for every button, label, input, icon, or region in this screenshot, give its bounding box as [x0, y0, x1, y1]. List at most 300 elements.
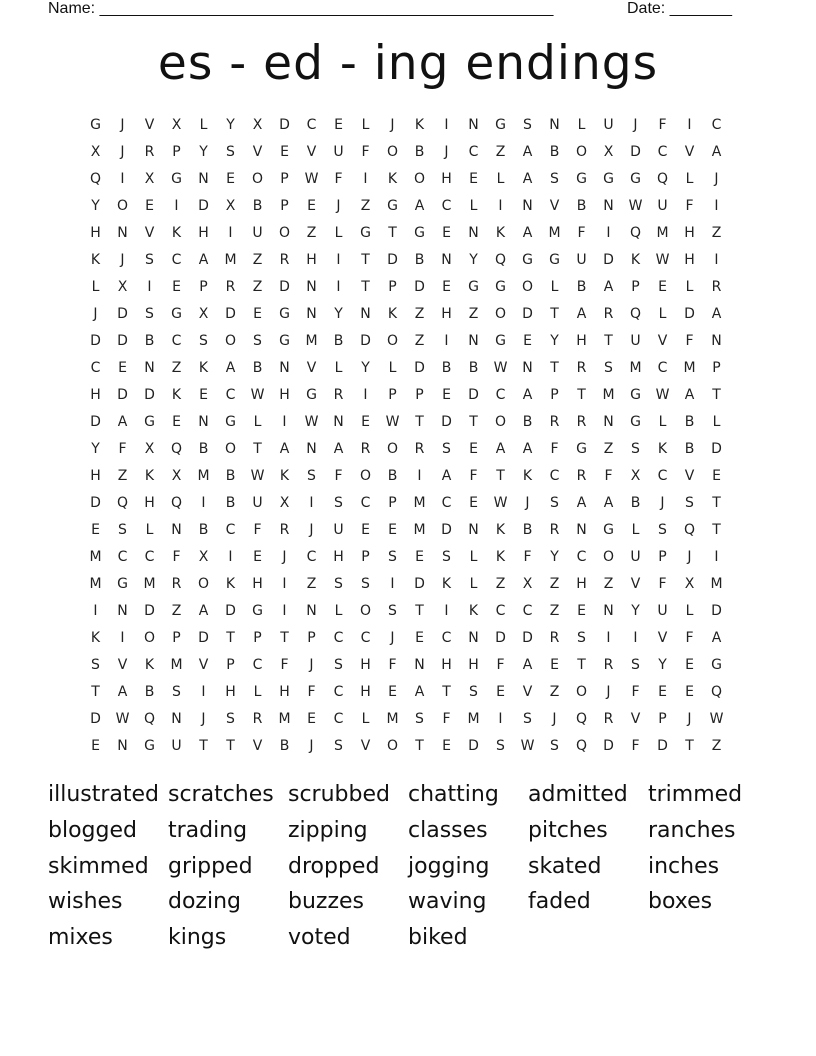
- grid-letter: J: [309, 656, 314, 673]
- grid-letter: D: [387, 251, 398, 268]
- grid-letter: F: [496, 656, 505, 673]
- grid-letter: F: [334, 467, 343, 484]
- grid-letter: P: [550, 386, 559, 403]
- grid-letter: F: [631, 737, 640, 754]
- grid-letter: R: [549, 521, 560, 538]
- grid-letter: V: [522, 683, 533, 700]
- grid-letter: I: [174, 197, 179, 214]
- grid-letter: R: [360, 440, 371, 457]
- grid-letter: F: [334, 170, 343, 187]
- grid-letter: L: [577, 116, 586, 133]
- grid-letter: N: [603, 602, 614, 619]
- grid-letter: R: [576, 413, 587, 430]
- grid-letter: I: [498, 710, 503, 727]
- grid-letter: C: [333, 683, 344, 700]
- word-bank-item: boxes: [648, 889, 713, 915]
- grid-letter: Y: [469, 251, 478, 268]
- grid-letter: F: [604, 467, 613, 484]
- grid-letter: M: [89, 548, 102, 565]
- grid-letter: K: [495, 548, 506, 565]
- grid-letter: S: [388, 602, 397, 619]
- word-bank-item: inches: [648, 853, 720, 879]
- grid-letter: N: [333, 413, 344, 430]
- grid-letter: K: [90, 251, 101, 268]
- grid-letter: V: [360, 737, 371, 754]
- grid-letter: G: [603, 521, 614, 538]
- grid-letter: G: [117, 575, 128, 592]
- grid-letter: A: [684, 386, 695, 403]
- grid-letter: L: [334, 224, 343, 241]
- grid-letter: N: [279, 359, 290, 376]
- word-bank-item: illustrated: [48, 782, 160, 807]
- grid-letter: N: [306, 440, 317, 457]
- grid-letter: O: [224, 440, 237, 457]
- grid-letter: E: [496, 683, 505, 700]
- grid-letter: D: [468, 737, 479, 754]
- grid-letter: H: [225, 683, 236, 700]
- grid-letter: S: [658, 521, 667, 538]
- grid-letter: W: [304, 413, 319, 430]
- grid-letter: F: [280, 656, 289, 673]
- grid-letter: W: [493, 494, 508, 511]
- grid-letter: D: [90, 494, 101, 511]
- grid-letter: K: [90, 629, 101, 646]
- grid-letter: E: [712, 467, 721, 484]
- grid-letter: D: [441, 413, 452, 430]
- grid-letter: H: [468, 656, 479, 673]
- grid-letter: Z: [603, 440, 614, 457]
- grid-letter: E: [91, 521, 100, 538]
- grid-letter: P: [388, 278, 397, 295]
- grid-letter: Y: [91, 440, 100, 457]
- grid-letter: B: [144, 332, 155, 349]
- grid-letter: F: [253, 521, 262, 538]
- grid-letter: H: [441, 305, 452, 322]
- grid-letter: Y: [550, 548, 559, 565]
- grid-letter: S: [334, 575, 343, 592]
- grid-letter: N: [117, 224, 128, 241]
- grid-letter: I: [120, 629, 125, 646]
- grid-letter: A: [711, 305, 722, 322]
- grid-letter: W: [655, 386, 670, 403]
- grid-letter: A: [117, 413, 128, 430]
- grid-letter: B: [549, 143, 560, 160]
- grid-letter: G: [576, 170, 587, 187]
- word-bank-item: mixes: [48, 925, 113, 950]
- grid-letter: D: [90, 710, 101, 727]
- grid-letter: X: [171, 467, 182, 484]
- grid-letter: F: [685, 197, 694, 214]
- grid-letter: B: [522, 413, 533, 430]
- grid-letter: B: [468, 359, 479, 376]
- grid-letter: K: [630, 251, 641, 268]
- grid-letter: X: [171, 116, 182, 133]
- grid-letter: D: [144, 602, 155, 619]
- grid-letter: N: [711, 332, 722, 349]
- grid-letter: T: [361, 278, 370, 295]
- grid-letter: D: [495, 629, 506, 646]
- grid-letter: X: [90, 143, 101, 160]
- grid-letter: S: [469, 683, 478, 700]
- grid-letter: E: [145, 197, 154, 214]
- grid-letter: N: [144, 359, 155, 376]
- grid-letter: N: [468, 224, 479, 241]
- grid-letter: T: [199, 737, 208, 754]
- page-title: es - ed - ing endings: [157, 36, 659, 91]
- grid-letter: A: [495, 440, 506, 457]
- grid-letter: F: [685, 332, 694, 349]
- grid-letter: P: [388, 386, 397, 403]
- grid-letter: X: [117, 278, 128, 295]
- grid-letter: E: [253, 305, 262, 322]
- grid-letter: R: [225, 278, 236, 295]
- grid-letter: I: [120, 170, 125, 187]
- grid-letter: G: [522, 251, 533, 268]
- grid-letter: S: [145, 305, 154, 322]
- grid-letter: H: [360, 683, 371, 700]
- grid-letter: H: [90, 386, 101, 403]
- grid-letter: C: [333, 710, 344, 727]
- grid-letter: H: [279, 683, 290, 700]
- grid-letter: I: [201, 683, 206, 700]
- grid-letter: E: [361, 413, 370, 430]
- grid-letter: P: [388, 494, 397, 511]
- grid-letter: K: [657, 440, 668, 457]
- grid-letter: N: [468, 116, 479, 133]
- grid-letter: J: [606, 683, 611, 700]
- grid-letter: E: [685, 683, 694, 700]
- grid-letter: Z: [711, 224, 722, 241]
- grid-letter: S: [334, 737, 343, 754]
- grid-letter: A: [198, 251, 209, 268]
- grid-letter: W: [655, 251, 670, 268]
- grid-letter: T: [226, 629, 235, 646]
- grid-letter: F: [118, 440, 127, 457]
- grid-letter: G: [225, 413, 236, 430]
- grid-letter: V: [306, 143, 317, 160]
- grid-letter: G: [630, 170, 641, 187]
- grid-letter: I: [714, 197, 719, 214]
- grid-letter: E: [388, 521, 397, 538]
- grid-letter: J: [390, 629, 395, 646]
- grid-letter: T: [550, 359, 559, 376]
- grid-letter: E: [442, 386, 451, 403]
- letter-grid: [82, 111, 730, 759]
- grid-letter: S: [631, 656, 640, 673]
- grid-letter: D: [441, 521, 452, 538]
- grid-letter: O: [494, 305, 507, 322]
- grid-letter: E: [388, 683, 397, 700]
- grid-letter: B: [414, 251, 425, 268]
- grid-letter: Z: [252, 251, 263, 268]
- grid-letter: Q: [629, 305, 642, 322]
- grid-letter: L: [658, 305, 667, 322]
- grid-letter: Z: [711, 737, 722, 754]
- grid-letter: C: [657, 143, 668, 160]
- grid-letter: S: [523, 116, 532, 133]
- grid-letter: B: [630, 494, 641, 511]
- grid-letter: K: [225, 575, 236, 592]
- grid-letter: V: [252, 737, 263, 754]
- grid-letter: R: [144, 143, 155, 160]
- grid-letter: C: [360, 494, 371, 511]
- grid-letter: J: [201, 710, 206, 727]
- grid-letter: C: [225, 521, 236, 538]
- grid-letter: J: [282, 548, 287, 565]
- grid-letter: Z: [171, 359, 182, 376]
- grid-letter: X: [144, 170, 155, 187]
- grid-letter: O: [494, 413, 507, 430]
- grid-letter: C: [522, 602, 533, 619]
- grid-letter: O: [386, 143, 399, 160]
- grid-letter: O: [386, 440, 399, 457]
- grid-letter: I: [228, 548, 233, 565]
- grid-letter: Z: [549, 683, 560, 700]
- grid-letter: C: [306, 548, 317, 565]
- grid-letter: J: [336, 197, 341, 214]
- grid-letter: O: [359, 467, 372, 484]
- grid-letter: I: [93, 602, 98, 619]
- grid-letter: Z: [549, 575, 560, 592]
- grid-letter: A: [522, 386, 533, 403]
- grid-letter: I: [444, 602, 449, 619]
- grid-letter: A: [333, 440, 344, 457]
- grid-letter: P: [172, 629, 181, 646]
- grid-letter: I: [363, 386, 368, 403]
- grid-letter: J: [633, 116, 638, 133]
- grid-letter: G: [360, 224, 371, 241]
- grid-letter: M: [170, 656, 183, 673]
- grid-letter: G: [711, 656, 722, 673]
- grid-letter: B: [576, 197, 587, 214]
- grid-letter: R: [603, 656, 614, 673]
- word-bank-item: trading: [168, 817, 248, 843]
- grid-letter: Z: [306, 224, 317, 241]
- grid-letter: M: [386, 710, 399, 727]
- grid-letter: D: [225, 602, 236, 619]
- grid-letter: C: [657, 359, 668, 376]
- grid-letter: E: [118, 359, 127, 376]
- grid-letter: L: [496, 170, 505, 187]
- grid-letter: I: [687, 116, 692, 133]
- grid-letter: V: [306, 359, 317, 376]
- word-bank-item: chatting: [408, 782, 499, 807]
- grid-letter: X: [684, 575, 695, 592]
- grid-letter: J: [309, 521, 314, 538]
- grid-letter: A: [225, 359, 236, 376]
- grid-letter: H: [684, 224, 695, 241]
- grid-letter: T: [577, 386, 586, 403]
- grid-letter: D: [414, 575, 425, 592]
- grid-letter: O: [386, 332, 399, 349]
- grid-letter: I: [714, 251, 719, 268]
- grid-letter: Y: [226, 116, 235, 133]
- grid-letter: K: [198, 359, 209, 376]
- grid-letter: F: [307, 683, 316, 700]
- grid-letter: M: [548, 224, 561, 241]
- grid-letter: D: [117, 305, 128, 322]
- grid-letter: K: [468, 602, 479, 619]
- grid-letter: C: [144, 548, 155, 565]
- grid-letter: Z: [171, 602, 182, 619]
- grid-letter: P: [307, 629, 316, 646]
- grid-letter: Q: [170, 494, 183, 511]
- grid-letter: X: [225, 197, 236, 214]
- grid-letter: S: [415, 710, 424, 727]
- grid-letter: F: [442, 710, 451, 727]
- grid-letter: K: [522, 467, 533, 484]
- grid-letter: D: [603, 737, 614, 754]
- grid-letter: K: [495, 224, 506, 241]
- grid-letter: G: [171, 170, 182, 187]
- grid-letter: K: [144, 467, 155, 484]
- grid-letter: Y: [550, 332, 559, 349]
- grid-letter: A: [711, 629, 722, 646]
- grid-letter: A: [117, 683, 128, 700]
- grid-letter: N: [117, 602, 128, 619]
- date-line: Date: _______: [627, 0, 732, 17]
- grid-letter: J: [687, 710, 692, 727]
- grid-letter: F: [658, 575, 667, 592]
- grid-letter: C: [441, 494, 452, 511]
- grid-letter: H: [441, 656, 452, 673]
- grid-letter: K: [495, 521, 506, 538]
- word-bank-item: admitted: [528, 782, 628, 807]
- grid-letter: G: [630, 386, 641, 403]
- grid-letter: S: [442, 548, 451, 565]
- grid-letter: T: [496, 467, 505, 484]
- grid-letter: C: [657, 467, 668, 484]
- grid-letter: I: [606, 629, 611, 646]
- grid-letter: J: [120, 116, 125, 133]
- grid-letter: M: [278, 710, 291, 727]
- grid-letter: T: [442, 683, 451, 700]
- grid-letter: Z: [117, 467, 128, 484]
- grid-letter: S: [631, 440, 640, 457]
- grid-letter: W: [709, 710, 724, 727]
- grid-letter: U: [630, 332, 641, 349]
- grid-letter: H: [360, 656, 371, 673]
- grid-letter: R: [279, 251, 290, 268]
- grid-letter: D: [522, 305, 533, 322]
- grid-letter: H: [684, 251, 695, 268]
- grid-letter: R: [576, 359, 587, 376]
- grid-letter: W: [250, 467, 265, 484]
- grid-letter: S: [685, 494, 694, 511]
- grid-letter: I: [633, 629, 638, 646]
- grid-letter: I: [336, 251, 341, 268]
- word-bank-item: ranches: [648, 817, 736, 843]
- grid-letter: D: [414, 359, 425, 376]
- grid-letter: T: [91, 683, 100, 700]
- word-bank-item: pitches: [528, 817, 608, 843]
- grid-letter: T: [415, 413, 424, 430]
- grid-letter: I: [282, 602, 287, 619]
- grid-letter: A: [603, 278, 614, 295]
- grid-letter: E: [469, 440, 478, 457]
- grid-letter: L: [469, 197, 478, 214]
- grid-letter: K: [441, 575, 452, 592]
- grid-letter: G: [576, 440, 587, 457]
- grid-letter: L: [550, 278, 559, 295]
- grid-letter: Z: [360, 197, 371, 214]
- grid-letter: C: [468, 143, 479, 160]
- grid-letter: V: [198, 656, 209, 673]
- grid-letter: K: [387, 305, 398, 322]
- grid-letter: T: [550, 305, 559, 322]
- grid-letter: J: [552, 710, 557, 727]
- grid-letter: K: [144, 656, 155, 673]
- grid-letter: G: [387, 197, 398, 214]
- grid-letter: E: [172, 278, 181, 295]
- grid-letter: Y: [631, 602, 640, 619]
- grid-letter: Y: [361, 359, 370, 376]
- grid-letter: E: [577, 602, 586, 619]
- grid-letter: E: [253, 548, 262, 565]
- grid-letter: H: [441, 170, 452, 187]
- grid-letter: A: [576, 494, 587, 511]
- name-line: Name: ___________________________________________________: [48, 0, 554, 17]
- grid-letter: H: [90, 467, 101, 484]
- grid-letter: E: [442, 278, 451, 295]
- grid-letter: D: [117, 386, 128, 403]
- grid-letter: U: [333, 521, 344, 538]
- grid-letter: S: [550, 494, 559, 511]
- grid-letter: L: [91, 278, 100, 295]
- grid-letter: X: [522, 575, 533, 592]
- grid-letter: T: [361, 251, 370, 268]
- grid-letter: E: [361, 521, 370, 538]
- grid-letter: D: [414, 278, 425, 295]
- grid-letter: U: [657, 197, 668, 214]
- grid-letter: O: [116, 197, 129, 214]
- grid-letter: O: [575, 143, 588, 160]
- grid-letter: O: [359, 602, 372, 619]
- grid-letter: Q: [575, 737, 588, 754]
- word-bank-item: voted: [288, 925, 351, 950]
- grid-letter: A: [522, 170, 533, 187]
- grid-letter: W: [385, 413, 400, 430]
- grid-letter: W: [115, 710, 130, 727]
- grid-letter: D: [603, 251, 614, 268]
- grid-letter: T: [415, 602, 424, 619]
- grid-letter: L: [361, 116, 370, 133]
- grid-letter: N: [171, 521, 182, 538]
- grid-letter: Z: [495, 575, 506, 592]
- grid-letter: R: [279, 521, 290, 538]
- grid-letter: E: [334, 116, 343, 133]
- grid-letter: E: [307, 197, 316, 214]
- grid-letter: C: [711, 116, 722, 133]
- grid-letter: P: [712, 359, 721, 376]
- grid-letter: Z: [252, 278, 263, 295]
- grid-letter: C: [495, 602, 506, 619]
- grid-letter: A: [576, 305, 587, 322]
- grid-letter: N: [468, 629, 479, 646]
- grid-letter: B: [279, 737, 290, 754]
- grid-letter: I: [309, 494, 314, 511]
- grid-letter: M: [89, 575, 102, 592]
- grid-letter: S: [442, 440, 451, 457]
- grid-letter: S: [388, 548, 397, 565]
- grid-letter: I: [606, 224, 611, 241]
- grid-letter: W: [493, 359, 508, 376]
- grid-letter: J: [660, 494, 665, 511]
- grid-letter: G: [495, 278, 506, 295]
- grid-letter: H: [576, 575, 587, 592]
- grid-letter: H: [90, 224, 101, 241]
- grid-letter: N: [522, 359, 533, 376]
